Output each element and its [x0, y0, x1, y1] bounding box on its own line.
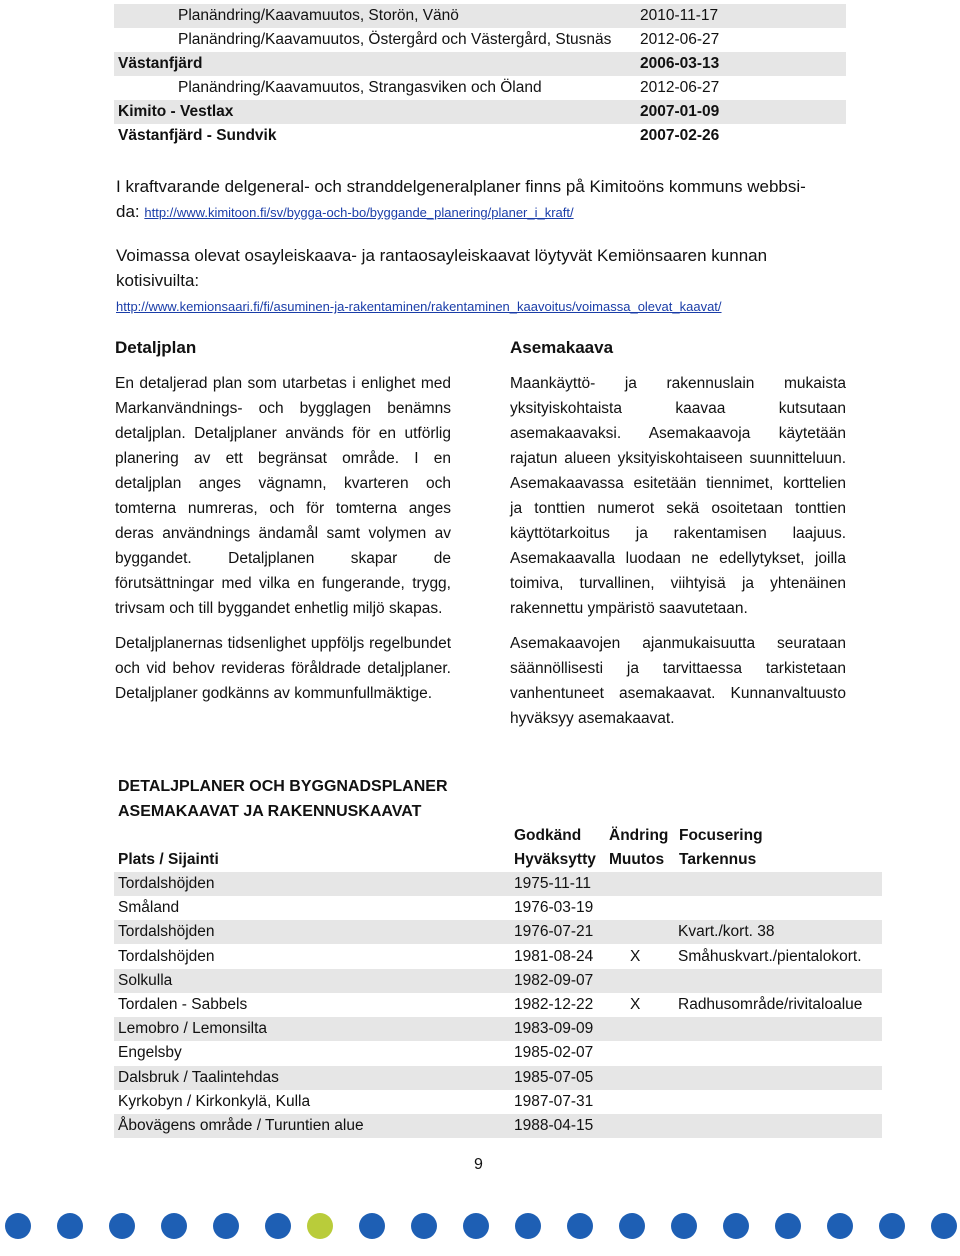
row-place: Åbovägens område / Turuntien alue — [118, 1117, 364, 1134]
table-row — [114, 872, 882, 896]
asemakaava-paragraph-2: Asemakaavojen ajanmukaisuutta seurataan säännöllisesti ja tarvittaessa tarkistetaan vanhentuneet asemakaavat. Kunnanvaltuusto hyväksyy asemakaavat. — [510, 635, 846, 727]
row-date: 1982-12-22 — [514, 996, 594, 1013]
table-row — [114, 1066, 882, 1090]
blue-dot — [931, 1213, 957, 1239]
row-place: Kyrkobyn / Kirkonkylä, Kulla — [118, 1092, 311, 1110]
table-row — [114, 920, 882, 944]
row-place: Tordalshöjden — [118, 923, 215, 941]
row-change: X — [630, 996, 641, 1013]
row-date: 1985-02-07 — [514, 1044, 594, 1062]
plan-name: Västanfjärd - Sundvik — [118, 127, 277, 144]
row-date: 1982-09-07 — [514, 971, 594, 989]
header-focus-sv: Focusering — [679, 827, 763, 844]
blue-dot — [109, 1213, 135, 1239]
blue-dot — [515, 1213, 541, 1239]
row-change: X — [630, 947, 641, 965]
header-approved-fi: Hyväksytty — [514, 851, 596, 868]
accent-dot — [307, 1213, 333, 1239]
blue-dot — [619, 1213, 645, 1239]
plan-row — [114, 76, 846, 100]
blue-dot — [567, 1213, 593, 1239]
page-number: 9 — [474, 1156, 483, 1173]
header-change-sv: Ändring — [609, 827, 669, 844]
header-change-fi: Muutos — [609, 851, 665, 868]
blue-dot — [775, 1213, 801, 1239]
detaljplan-heading: Detaljplan — [115, 338, 197, 357]
table-row — [114, 1017, 882, 1041]
row-place: Lemobro / Lemonsilta — [118, 1020, 268, 1038]
plan-date: 2012-06-27 — [640, 31, 720, 48]
info-swedish-text1: I kraftvarande delgeneral- och stranddelgeneralplaner finns på Kimitoöns kommuns webbsi- — [116, 177, 806, 196]
blue-dot — [723, 1213, 749, 1239]
row-date: 1987-07-31 — [514, 1092, 594, 1110]
plan-name: Västanfjärd — [118, 55, 203, 72]
plan-name: Kimito - Vestlax — [118, 103, 234, 120]
blue-dot — [161, 1213, 187, 1239]
row-place: Tordalen - Sabbels — [118, 996, 248, 1013]
header-approved-sv: Godkänd — [514, 827, 582, 844]
row-place: Solkulla — [118, 971, 173, 989]
row-place: Tordalshöjden — [118, 947, 215, 965]
row-place: Småland — [118, 899, 180, 917]
info-swedish-text2: da: — [116, 202, 140, 221]
row-date: 1975-11-11 — [514, 875, 591, 892]
table-row — [114, 969, 882, 993]
plan-row — [114, 100, 846, 124]
info-finnish-text: Voimassa olevat osayleiskaava- ja rantaosayleiskaavat löytyvät Kemiönsaaren kunnan kotisivuilta: — [116, 246, 768, 290]
plan-name: Planändring/Kaavamuutos, Strangasviken och Öland — [178, 79, 542, 96]
plan-date: 2007-01-09 — [640, 103, 720, 120]
header-place: Plats / Sijainti — [118, 851, 219, 868]
row-date: 1985-07-05 — [514, 1068, 594, 1086]
decorative-dot-border — [0, 1190, 960, 1256]
table-row — [114, 896, 882, 920]
table-row — [114, 1090, 882, 1114]
plan-row — [114, 28, 846, 52]
plan-date: 2012-06-27 — [640, 79, 720, 96]
row-date: 1983-09-09 — [514, 1020, 594, 1038]
detaljplan-paragraph-1: En detaljerad plan som utarbetas i enlighet med Markanvändnings- och bygglagen benämns detaljplan. Detaljplaner används för en utförlig planering av ett begränsat område. I en detaljplan anges vägnamn, kvarteren och tomterna numreras, och för tomterna anges deras användnings ändamål samt volymen av byggandet. Detaljplanen skapar de förutsättningar med vilka en fungerande, trygg, trivsam och till byggandet enhetlig miljö skapas. — [115, 375, 451, 617]
blue-dot — [265, 1213, 291, 1239]
row-date: 1988-04-15 — [514, 1117, 594, 1134]
info-finnish — [116, 243, 844, 319]
plan-name: Planändring/Kaavamuutos, Östergård och Västergård, Stusnäs — [178, 31, 612, 48]
asemakaava-text — [510, 371, 846, 741]
blue-dot — [463, 1213, 489, 1239]
table-row — [114, 945, 882, 969]
plan-date: 2010-11-17 — [640, 7, 719, 24]
row-focus: Radhusområde/rivitaloalue — [678, 996, 863, 1013]
plan-row — [114, 4, 846, 28]
plan-date: 2006-03-13 — [640, 55, 720, 72]
row-place: Tordalshöjden — [118, 875, 215, 892]
plan-row — [114, 124, 846, 148]
row-date: 1976-07-21 — [514, 923, 594, 941]
plan-name: Planändring/Kaavamuutos, Storön, Vänö — [178, 7, 459, 24]
row-place: Dalsbruk / Taalintehdas — [118, 1068, 279, 1086]
blue-dot — [671, 1213, 697, 1239]
blue-dot — [879, 1213, 905, 1239]
detaljplan-paragraph-2: Detaljplanernas tidsenlighet uppföljs regelbundet och vid behov revideras föråldrade detaljplaner. Detaljplaner godkänns av kommunfullmäktige. — [115, 635, 451, 702]
detail-table-title-1: DETALJPLANER OCH BYGGNADSPLANER — [118, 778, 448, 795]
blue-dot — [359, 1213, 385, 1239]
detail-table-title-2: ASEMAKAAVAT JA RAKENNUSKAAVAT — [118, 803, 422, 820]
detaljplan-text — [115, 371, 451, 716]
blue-dot — [57, 1213, 83, 1239]
plan-date: 2007-02-26 — [640, 127, 720, 144]
kemionsaari-link[interactable]: http://www.kemionsaari.fi/fi/asuminen-ja-rakentaminen/rakentaminen_kaavoitus/voimassa_olevat_kaavat/ — [116, 299, 722, 314]
blue-dot — [827, 1213, 853, 1239]
blue-dot — [5, 1213, 31, 1239]
row-date: 1976-03-19 — [514, 899, 594, 917]
blue-dot — [411, 1213, 437, 1239]
asemakaava-heading: Asemakaava — [510, 338, 614, 357]
row-place: Engelsby — [118, 1044, 182, 1062]
info-swedish — [116, 174, 844, 225]
row-focus: Kvart./kort. 38 — [678, 923, 775, 941]
header-focus-fi: Tarkennus — [679, 851, 757, 868]
table-row — [114, 1041, 882, 1065]
plan-row — [114, 52, 846, 76]
kimitoon-link[interactable]: http://www.kimitoon.fi/sv/bygga-och-bo/byggande_planering/planer_i_kraft/ — [144, 205, 574, 220]
asemakaava-paragraph-1: Maankäyttö- ja rakennuslain mukaista yksityiskohtaista kaavaa kutsutaan asemakaavaksi. Asemakaavoja käytetään rajatun alueen yksityiskohtaiseen suunnitteluun. Asemakaavassa esitetään tiennimet, korttelien ja tonttien numerot sekä osoitetaan tonttien käyttötarkoitus ja rakentamisen laajuus. Asemakaavalla luodaan ne edellytykset, joilla toimiva, turvallinen, viihtyisä ja yhtenäinen rakennettu ympäristö saavutetaan. — [510, 375, 846, 617]
row-date: 1981-08-24 — [514, 947, 594, 965]
table-row — [114, 993, 882, 1017]
blue-dot — [213, 1213, 239, 1239]
table-row — [114, 1114, 882, 1138]
row-focus: Småhuskvart./pientalokort. — [678, 947, 862, 965]
